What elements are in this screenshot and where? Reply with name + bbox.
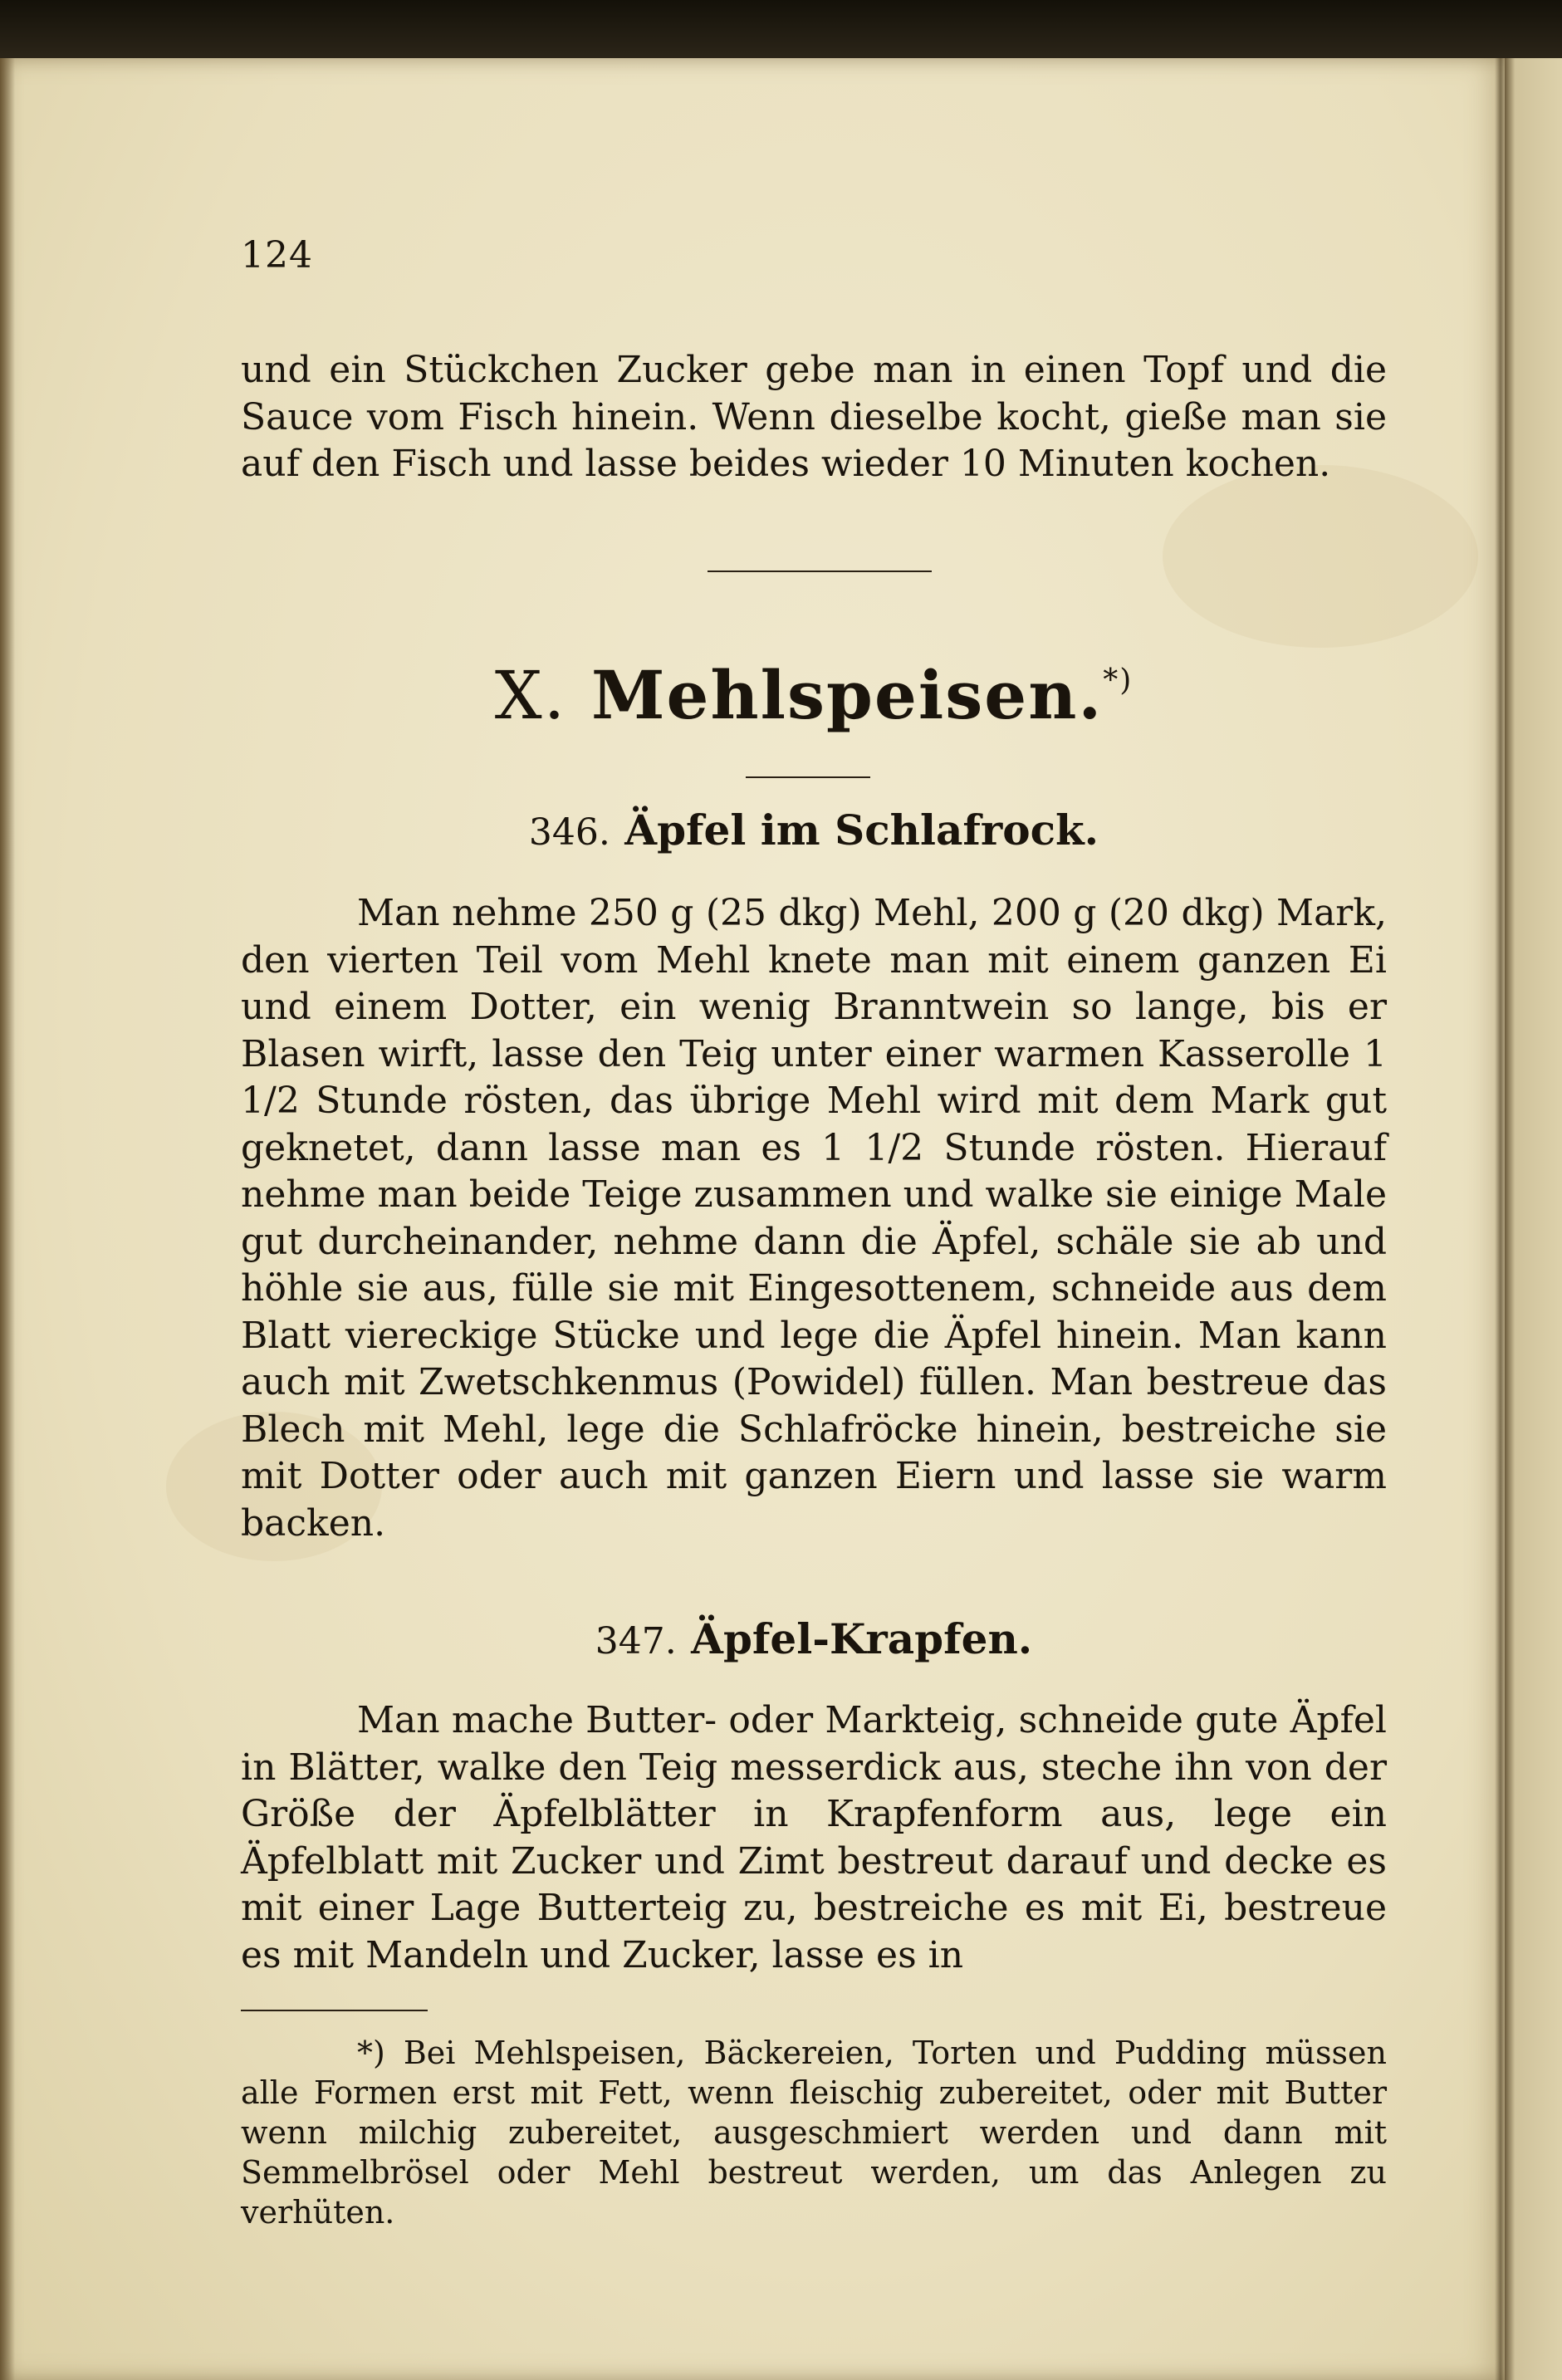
recipe-heading [241,806,1387,855]
facing-page-edge [1505,58,1562,2380]
section-divider [708,571,932,572]
chapter-numeral: X. [494,657,567,734]
recipe-text: Man nehme 250 g (25 dkg) Mehl, 200 g (20 dkg) Mark, den vierten Teil vom Mehl knete man mit einem ganzen Ei und einem Dotter, ein wenig Branntwein so lange, bis er Blasen wirft, lasse den Teig unter einer warmen Kasserolle 1 1/2 Stunde rösten, das übrige Mehl wird mit dem Mark gut geknetet, dann lasse man es 1 1/2 Stunde rösten. Hierauf nehme man beide Teige zusammen und walke sie einige Male gut durcheinander, nehme dann die Äpfel, schäle sie ab und höhle sie aus, fülle sie mit Eingesottenem, schneide aus dem Blatt viereckige Stücke und lege die Äpfel hinein. Man kann auch mit Zwetschkenmus (Powidel) füllen. Man bestreue das Blech mit Mehl, lege die Schlafröcke hinein, bestreiche sie mit Dotter oder auch mit ganzen Eiern und lasse sie warm backen. [241,892,1387,1545]
page-left-edge [0,58,15,2380]
scan-top-shadow [0,0,1562,65]
intro-paragraph: und ein Stückchen Zucker gebe man in einen Topf und die Sauce vom Fisch hinein. Wenn dieselbe kocht, gieße man sie auf den Fisch und lasse beides wieder 10 Minuten kochen. [241,349,1387,485]
recipe-text: Man mache Butter- oder Markteig, schneide gute Äpfel in Blätter, walke den Teig messerdick aus, steche ihn von der Größe der Äpfelblätter in Krapfenform aus, lege ein Äpfelblatt mit Zucker und Zimt bestreut darauf und decke es mit einer Lage Butterteig zu, bestreiche es mit Ei, bestreue es mit Mandeln und Zucker, lasse es in [241,1699,1387,1976]
page-number: 124 [241,234,313,277]
recipe-number: 346. [528,811,610,854]
recipe-title: Äpfel-Krapfen. [691,1614,1033,1663]
chapter-footnote-marker: *) [1103,664,1134,698]
chapter-divider [746,776,870,778]
chapter-heading [241,656,1387,734]
recipe-number: 347. [595,1620,677,1663]
footnote-divider [241,2010,428,2011]
recipe-title: Äpfel im Schlafrock. [624,806,1099,855]
chapter-title: Mehlspeisen. [590,656,1104,734]
paper-stain [1163,465,1478,648]
footnote: *) Bei Mehlspeisen, Bäckereien, Torten und Pudding müssen alle Formen erst mit Fett, wenn fleischig zubereitet, oder mit Butter wenn milchig zubereitet, ausgeschmiert werden und dann mit Semmelbrösel oder Mehl bestreut werden, um das Anlegen zu verhüten. [241,2035,1387,2231]
recipe-heading [241,1614,1387,1663]
